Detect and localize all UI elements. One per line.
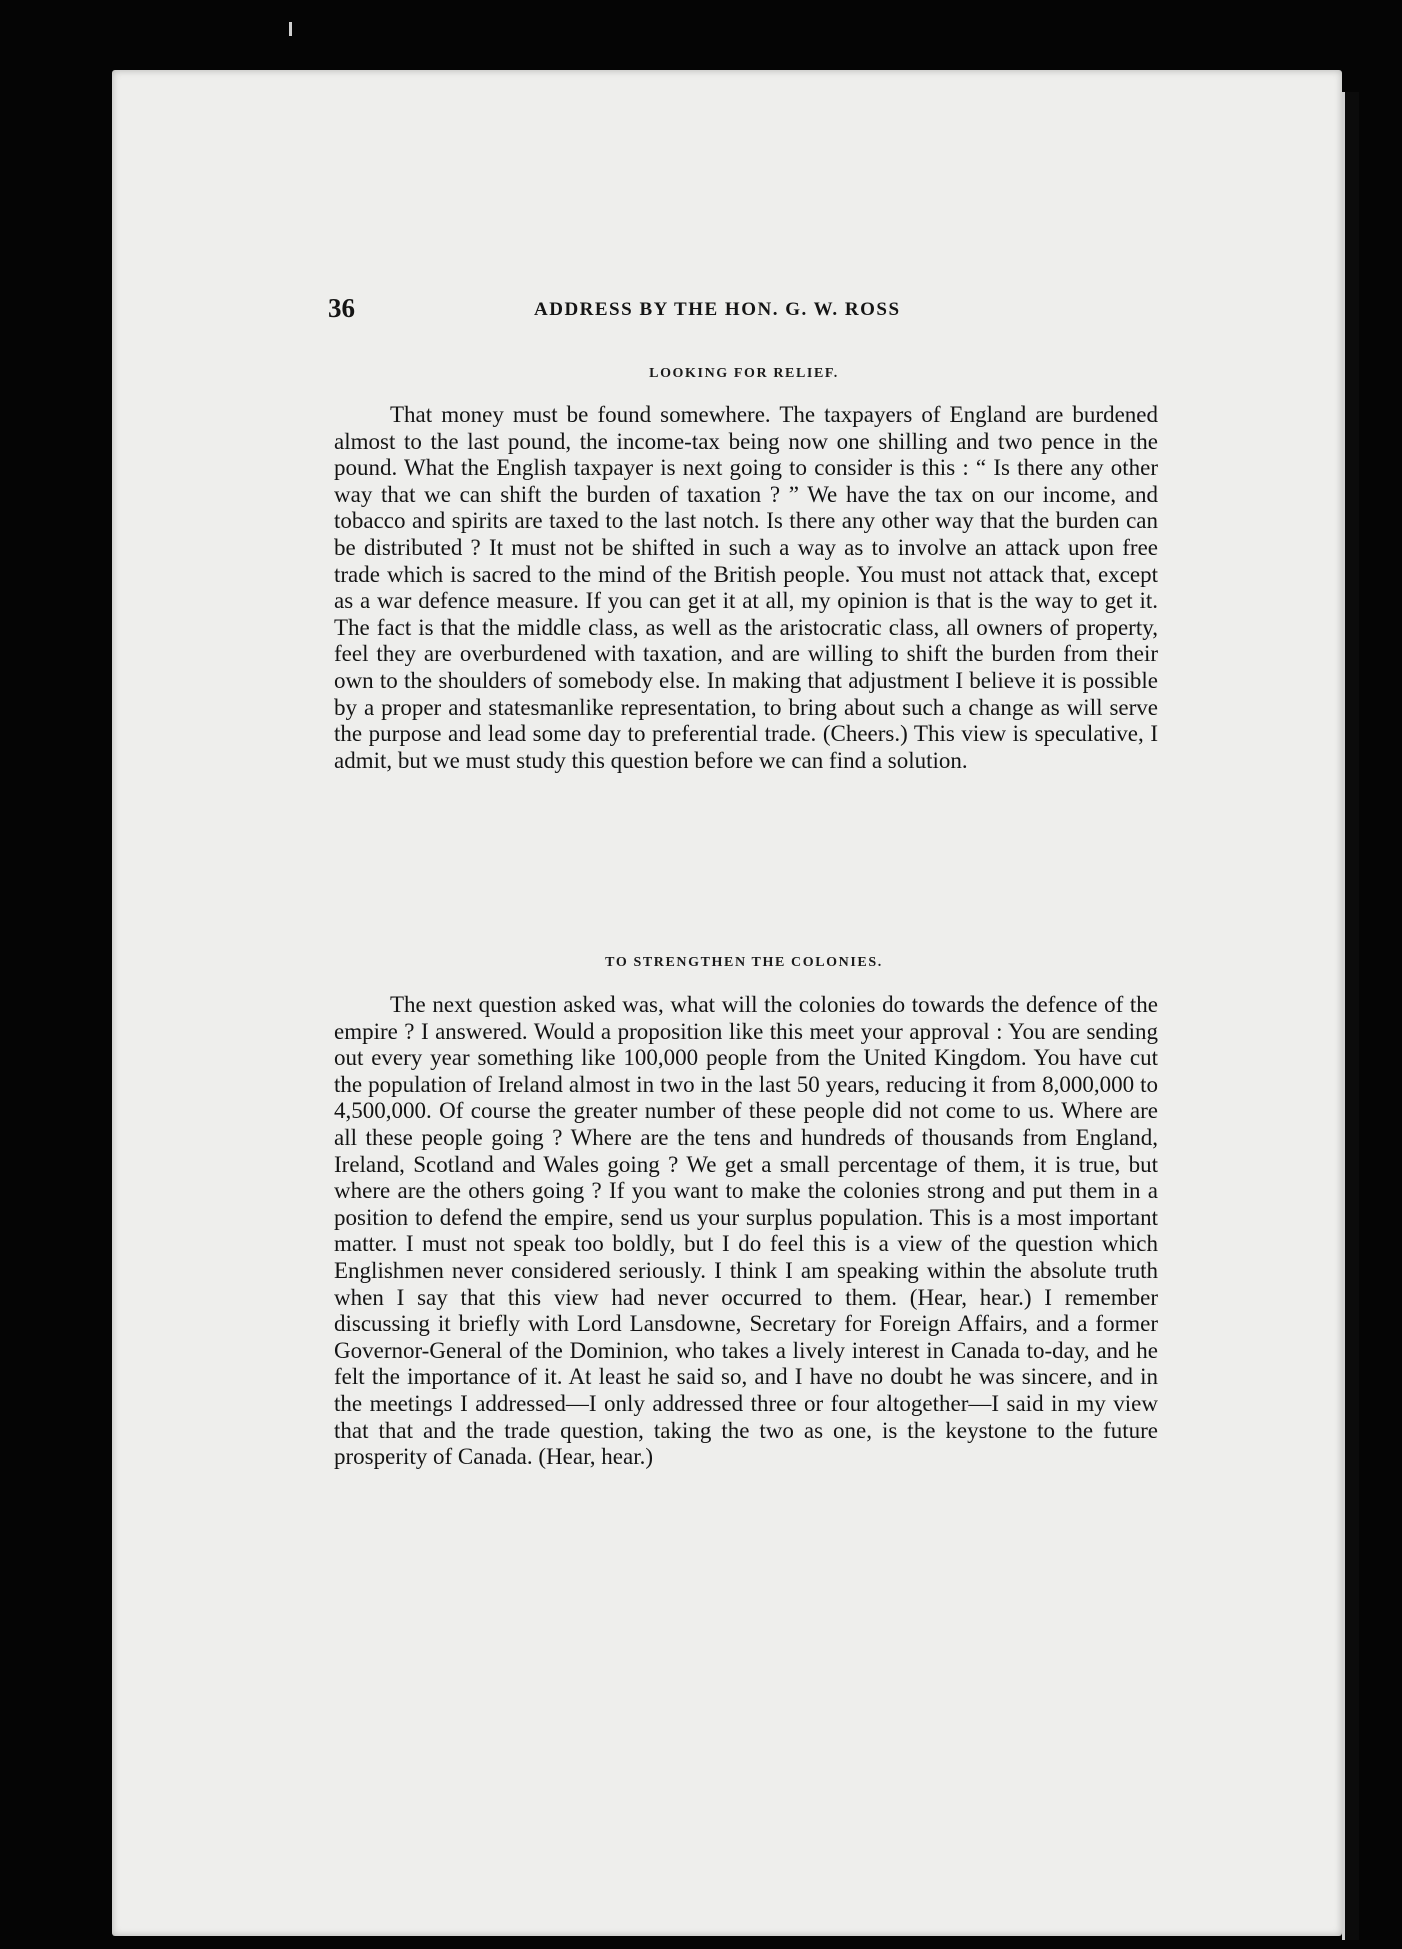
- page-header: [328, 293, 978, 333]
- facing-page-edge: [1342, 92, 1359, 1940]
- scan-mark: [289, 22, 292, 36]
- paragraph-strengthen-colonies: The next question asked was, what will the colonies do towards the defence of the empire ? I answered. Would a proposition like this meet your approval : You are sending out every year something like 100,000 people from the United Kingdom. You have cut the population of Ireland almost in two in the last 50 years, reducing it from 8,000,000 to 4,500,000. Of course the greater number of these people did not come to us. Where are all these people going ? Where are the tens and hundreds of thousands from England, Ireland, Scotland and Wales going ? We get a small percentage of them, it is true, but where are the others going ? If you want to make the colonies strong and put them in a position to defend the empire, send us your surplus population. This is a most important matter. I must not speak too boldly, but I do feel this is a view of the question which Englishmen never considered seriously. I think I am speaking within the absolute truth when I say that this view had never occurred to them. (Hear, hear.) I remember discussing it briefly with Lord Lansdowne, Secretary for Foreign Affairs, and a former Governor-General of the Dominion, who takes a lively interest in Canada to-day, and he felt the importance of it. At least he said so, and I have no doubt he was sincere, and in the meetings I addressed—I only addressed three or four altogether—I said in my view that that and the trade question, taking the two as one, is the keystone to the future prosperity of Canada. (Hear, hear.): [334, 992, 1158, 1470]
- paragraph-looking-for-relief: That money must be found somewhere. The taxpayers of England are burdened almost to the last pound, the income-tax being now one shilling and two pence in the pound. What the English taxpayer is next going to consider is this : “ Is there any other way that we can shift the burden of taxation ? ” We have the tax on our income, and tobacco and spirits are taxed to the last notch. Is there any other way that the burden can be distributed ? It must not be shifted in such a way as to involve an attack upon free trade which is sacred to the mind of the British people. You must not attack that, except as a war defence measure. If you can get it at all, my opinion is that is the way to get it. The fact is that the middle class, as well as the aristocratic class, all owners of property, feel they are overburdened with taxation, and are willing to shift the burden from their own to the shoulders of somebody else. In making that adjustment I believe it is possible by a proper and statesmanlike representation, to bring about such a change as will serve the purpose and lead some day to preferential trade. (Cheers.) This view is speculative, I admit, but we must study this question before we can find a solution.: [334, 402, 1158, 773]
- section-heading-strengthen-colonies: TO STRENGTHEN THE COLONIES.: [605, 955, 883, 970]
- page-number: 36: [328, 293, 355, 323]
- running-head: ADDRESS BY THE HON. G. W. ROSS: [534, 299, 901, 320]
- section-heading-looking-for-relief: LOOKING FOR RELIEF.: [649, 366, 839, 381]
